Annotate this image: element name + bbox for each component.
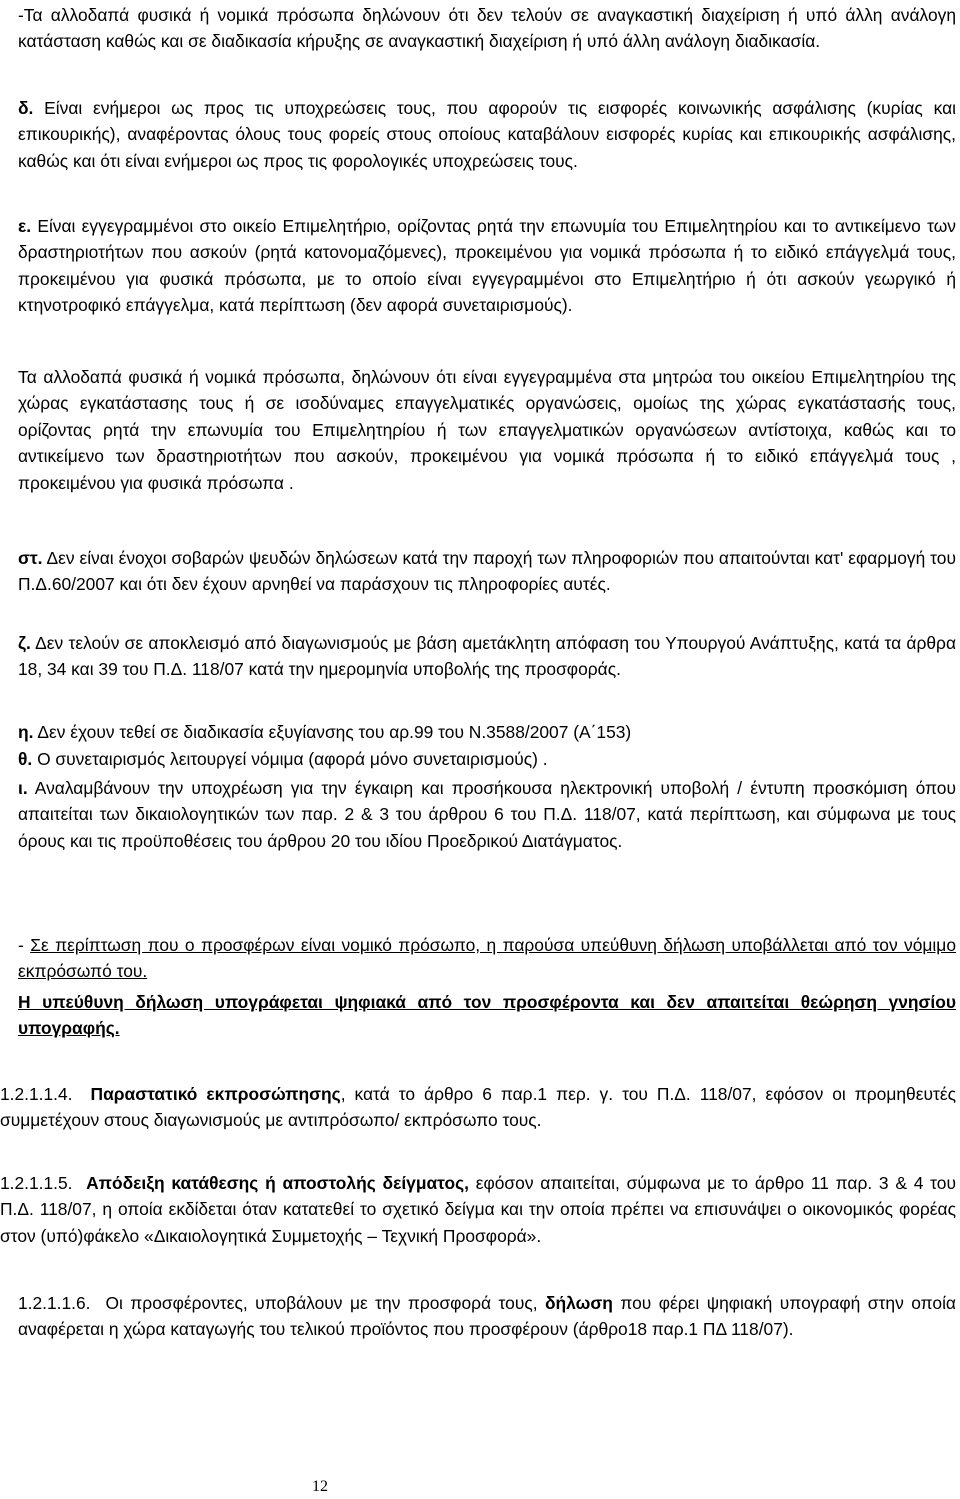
item-z: [18, 630, 956, 683]
item-d: [18, 95, 956, 174]
item-st: [18, 545, 956, 598]
item-h: [18, 719, 956, 745]
item-text: Δεν τελούν σε αποκλεισμό από διαγωνισμούς με βάση αμετάκλητη απόφαση του Υπουργού Ανάπτυξης, κατά τα άρθρα 18, 34 και 39 του Π.Δ. 118/07 κατά την ημερομηνία υποβολής της προσφοράς.: [18, 633, 956, 680]
item-text: Είναι ενήμεροι ως προς τις υποχρεώσεις τους, που αφορούν τις εισφορές κοινωνικής ασφάλισης (κυρίας και επικουρικής), αναφέροντας όλους τους φορείς στους οποίους καταβάλουν εισφορές κυρίας και επικουρικής ασφάλισης, καθώς και ότι είναι ενήμεροι ως προς τις φορολογικές υποχρεώσεις τους.: [18, 98, 956, 171]
item-marker: δ.: [18, 98, 34, 118]
item-text: Δεν είναι ένοχοι σοβαρών ψευδών δηλώσεων κατά την παροχή των πληροφοριών που απαιτούνται κατ' εφαρμογή του Π.Δ.60/2007 και ότι δεν έχουν αρνηθεί να παράσχουν τις πληροφορίες αυτές.: [18, 548, 956, 595]
section-bold-word: δήλωση: [545, 1293, 613, 1313]
paragraph-text: Τα αλλοδαπά φυσικά ή νομικά πρόσωπα, δηλώνουν ότι είναι εγγεγραμμένα στα μητρώα του οικείου Επιμελητηρίου της χώρας εγκατάστασης τους ή σε ισοδύναμες επαγγελματικές οργανώσεις, ομοίως της χώρας εγκατάστασής τους, ορίζοντας ρητά την επωνυμία του Επιμελητηρίου ή των επαγγελματικών οργανώσεων αντίστοιχα, καθώς και το αντικείμενο των δραστηριοτήτων που ασκούν, προκειμένου για νομικά πρόσωπα ή το ειδικό επάγγελμά τους , προκειμένου για φυσικά πρόσωπα .: [18, 367, 956, 493]
item-marker: ι.: [18, 778, 28, 798]
item-marker: ε.: [18, 216, 32, 236]
section-number: 1.2.1.1.5.: [0, 1173, 73, 1193]
paragraph-foreign-entities: [18, 2, 956, 55]
paragraph-foreign-registration: [18, 364, 956, 496]
section-body: [0, 1170, 956, 1249]
section-title: Απόδειξη κατάθεσης ή αποστολής δείγματος,: [86, 1173, 469, 1193]
section-text: , κατά το άρθρο 6 παρ.1 περ. γ. του Π.Δ. 118/07, εφόσον οι προμηθευτές συμμετέχουν στους διαγωνισμούς με αντιπρόσωπο/ εκπρόσωπο τους.: [0, 1084, 956, 1131]
section-text-b: που φέρει ψηφιακή υπογραφή στην οποία αναφέρεται η χώρα καταγωγής του τελικού προϊόντος που προσφέρουν (άρθρο18 παρ.1 ΠΔ 118/07).: [18, 1293, 956, 1340]
note-legal-representative: [18, 932, 956, 985]
item-marker: η.: [18, 722, 34, 742]
section-number: 1.2.1.1.4.: [0, 1084, 73, 1104]
item-text: Αναλαμβάνουν την υποχρέωση για την έγκαιρη και προσήκουσα ηλεκτρονική υποβολή / έντυπη προσκόμιση όπου απαιτείται των δικαιολογητικών των παρ. 2 & 3 του άρθρου 6 του Π.Δ. 118/07, κατά περίπτωση, και σύμφωνα με τους όρους και τις προϋποθέσεις του άρθρου 20 του ιδίου Προεδρικού Διατάγματος.: [18, 778, 956, 851]
section-body: [0, 1081, 956, 1134]
section-text-a: Οι προσφέροντες, υποβάλουν με την προσφορά τους,: [105, 1293, 546, 1313]
page-number: 12: [312, 1478, 328, 1495]
item-marker: στ.: [18, 548, 43, 568]
note-text: Η υπεύθυνη δήλωση υπογράφεται ψηφιακά από τον προσφέροντα και δεν απαιτείται θεώρηση γνησίου υπογραφής.: [18, 992, 956, 1039]
item-i: [18, 775, 956, 854]
item-text: Ο συνεταιρισμός λειτουργεί νόμιμα (αφορά μόνο συνεταιρισμούς) .: [32, 749, 548, 769]
section-number: 1.2.1.1.6.: [18, 1293, 91, 1313]
paragraph-text: -Τα αλλοδαπά φυσικά ή νομικά πρόσωπα δηλώνουν ότι δεν τελούν σε αναγκαστική διαχείριση ή υπό άλλη ανάλογη κατάσταση καθώς και σε διαδικασία κήρυξης σε αναγκαστική διαχείριση ή υπό άλλη ανάλογη διαδικασία.: [18, 5, 956, 52]
note-digital-signature: [18, 989, 956, 1042]
note-text: Σε περίπτωση που ο προσφέρων είναι νομικό πρόσωπο, η παρούσα υπεύθυνη δήλωση υποβάλλεται από τον νόμιμο εκπρόσωπό του.: [18, 935, 956, 982]
item-marker: θ.: [18, 749, 33, 769]
section-body: [18, 1290, 956, 1343]
note-dash: -: [18, 935, 31, 955]
item-marker: ζ.: [18, 633, 31, 653]
section-title: Παραστατικό εκπροσώπησης: [90, 1084, 341, 1104]
item-text: Είναι εγγεγραμμένοι στο οικείο Επιμελητήριο, ορίζοντας ρητά την επωνυμία του Επιμελητηρίου και το αντικείμενο των δραστηριοτήτων που ασκούν (ρητά κατονομαζόμενες), προκειμένου για νομικά πρόσωπα ή το ειδικό επάγγελμά τους, προκειμένου για φυσικά πρόσωπα, με το οποίο είναι εγγεγραμμένοι στο Επιμελητήριο ή ότι ασκούν γεωργικό ή κτηνοτροφικό επάγγελμα, κατά περίπτωση (δεν αφορά συνεταιρισμούς).: [18, 216, 956, 316]
section-text: εφόσον απαιτείται, σύμφωνα με το άρθρο 11 παρ. 3 & 4 του Π.Δ. 118/07, η οποία εκδίδεται όταν κατατεθεί το σχετικό δείγμα και την οποία πρέπει να επισυνάψει ο οικονομικός φορέας στον (υπό)φάκελο «Δικαιολογητικά Συμμετοχής – Τεχνική Προσφορά».: [0, 1173, 956, 1246]
item-th: [18, 746, 956, 772]
item-e: [18, 213, 956, 319]
item-text: Δεν έχουν τεθεί σε διαδικασία εξυγίανσης του αρ.99 του Ν.3588/2007 (Α΄153): [33, 722, 632, 742]
